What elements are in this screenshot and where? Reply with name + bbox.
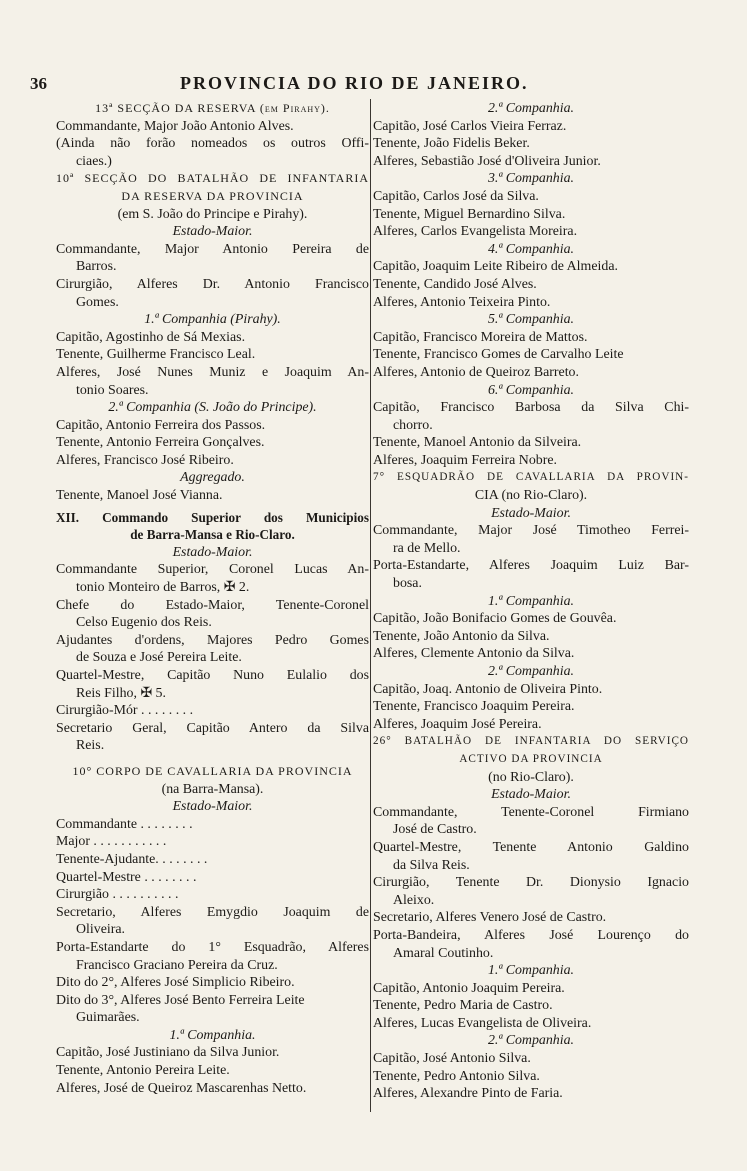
text-line: Tenente, Antonio Pereira Leite. (56, 1063, 230, 1079)
text-line: Cirurgião-Mór . . . . . . . . (56, 703, 194, 719)
text-line: Reis Filho, ✠ 5. (76, 685, 166, 701)
text-line: Tenente, Francisco Gomes de Carvalho Leite (373, 347, 624, 363)
text-line: Ajudantes d'ordens, Majores Pedro Gomes (56, 632, 369, 648)
text-line: (Ainda não forão nomeados os outros Offi- (56, 136, 369, 152)
text-line: Cirurgião, Tenente Dr. Dionysio Ignacio (373, 875, 689, 891)
text-line: Francisco Graciano Pereira da Cruz. (76, 957, 278, 973)
text-line: Alferes, Francisco José Ribeiro. (56, 452, 234, 468)
text-line: Commandante, Major João Antonio Alves. (56, 118, 294, 134)
page-header (30, 74, 720, 100)
text-line: Chefe do Estado-Maior, Tenente-Coronel (56, 597, 369, 613)
section-subheading: (na Barra-Mansa). (161, 781, 264, 797)
text-line: Capitão, Francisco Moreira de Mattos. (373, 329, 588, 345)
subsection-title: Estado-Maior. (491, 505, 571, 521)
subsection-title: 4.ª Companhia. (487, 241, 575, 257)
text-line: Commandante, Tenente-Coronel Firmiano (373, 804, 689, 820)
section-heading: 10° CORPO DE CAVALLARIA DA PROVINCIA (72, 763, 353, 778)
text-line: Tenente, João Antonio da Silva. (373, 628, 550, 644)
text-line: Tenente, João Fidelis Beker. (373, 136, 530, 152)
text-line: Porta-Estandarte do 1° Esquadrão, Alferes (56, 939, 369, 955)
text-line: Gomes. (76, 294, 119, 310)
subsection-title: Estado-Maior. (172, 799, 253, 815)
section-heading: 13ª SECÇÃO DA RESERVA (em Pirahy). (95, 101, 330, 115)
text-line: Capitão, Carlos José da Silva. (373, 188, 539, 204)
text-line: Capitão, José Justiniano da Silva Junior. (56, 1045, 280, 1061)
text-line: Celso Eugenio dos Reis. (76, 615, 212, 631)
text-line: Secretario, Alferes Emygdio Joaquim de (56, 904, 369, 920)
text-line: Capitão, Antonio Ferreira dos Passos. (56, 417, 266, 433)
text-line: ra de Mello. (393, 540, 461, 556)
text-line: Aleixo. (393, 892, 435, 908)
text-line: Secretario, Alferes Venero José de Castro. (373, 910, 607, 926)
left-column (56, 100, 369, 1097)
text-line: Cirurgião, Alferes Dr. Antonio Francisco (56, 276, 369, 292)
text-line: Quartel-Mestre, Tenente Antonio Galdino (373, 839, 689, 855)
text-line: Tenente, Pedro Maria de Castro. (373, 998, 553, 1014)
text-line: Tenente, Candido José Alves. (373, 276, 537, 292)
text-line: Capitão, Francisco Barbosa da Silva Chi- (373, 400, 689, 416)
subsection-title: 2.ª Companhia. (487, 664, 575, 679)
section-heading: ACTIVO DA PROVINCIA (459, 752, 603, 765)
column-divider (370, 99, 371, 1112)
text-line: Alferes, Joaquim Ferreira Nobre. (373, 452, 557, 468)
text-line: chorro. (393, 417, 433, 433)
text-line: Quartel-Mestre . . . . . . . . (56, 869, 197, 885)
text-line: Tenente-Ajudante. . . . . . . . (56, 851, 208, 867)
text-line: Alferes, Clemente Antonio da Silva. (373, 646, 575, 662)
text-line: Capitão, Joaquim Leite Ribeiro de Almeida. (373, 259, 618, 275)
section-heading: 7° ESQUADRÃO DE CAVALLARIA DA PROVIN- (373, 471, 689, 484)
subsection-title: 2.ª Companhia (S. João do Principe). (108, 400, 317, 416)
section-heading: XII. Commando Superior dos Municipios (56, 509, 369, 525)
text-line: Alferes, José de Queiroz Mascarenhas Netto. (56, 1080, 307, 1096)
subsection-title: 1.ª Companhia. (487, 963, 575, 979)
section-heading: 26° BATALHÃO DE INFANTARIA DO SERVIÇO (373, 735, 689, 748)
text-line: José de Castro. (393, 822, 477, 838)
text-line: Tenente, Guilherme Francisco Leal. (56, 347, 256, 363)
text-line: Tenente, Manoel José Vianna. (56, 488, 223, 504)
text-line: Tenente, Manoel Antonio da Silveira. (373, 435, 582, 451)
text-line: Cirurgião . . . . . . . . . . (56, 887, 179, 903)
page-number: 36 (30, 74, 47, 93)
section-heading: de Barra-Mansa e Rio-Claro. (130, 527, 295, 543)
text-line: Alferes, José Nunes Muniz e Joaquim An- (56, 364, 369, 380)
subsection-title: 1.ª Companhia. (169, 1027, 256, 1043)
text-line: Alferes, Sebastião José d'Oliveira Junior. (373, 153, 601, 169)
text-line: Capitão, João Bonifacio Gomes de Gouvêa. (373, 611, 617, 627)
text-line: ciaes.) (76, 153, 112, 169)
text-line: Reis. (76, 738, 105, 754)
text-line: bosa. (393, 576, 422, 592)
text-line: Capitão, Agostinho de Sá Mexias. (56, 329, 246, 345)
subsection-title: Estado-Maior. (491, 787, 571, 803)
text-line: Commandante, Major Antonio Pereira de (56, 241, 369, 257)
subsection-title: 1.ª Companhia (Pirahy). (144, 312, 281, 328)
text-line: Alferes, Joaquim José Pereira. (373, 716, 542, 732)
text-line: Capitão, Joaq. Antonio de Oliveira Pinto. (373, 681, 603, 697)
section-heading: 10ª SECÇÃO DO BATALHÃO DE INFANTARIA (56, 171, 369, 186)
text-line: Guimarães. (76, 1010, 140, 1026)
section-subheading: CIA (no Rio-Claro). (474, 488, 588, 504)
section-subheading: (em S. João do Principe e Pirahy). (117, 206, 308, 222)
subsection-title: Aggregado. (180, 470, 245, 486)
subsection-title: 6.ª Companhia. (487, 382, 575, 398)
text-line: Tenente, Antonio Ferreira Gonçalves. (56, 435, 265, 451)
text-line: Alferes, Antonio de Queiroz Barreto. (373, 364, 579, 380)
text-line: Capitão, José Carlos Vieira Ferraz. (373, 118, 567, 134)
subsection-title: Estado-Maior. (172, 224, 253, 240)
text-line: Quartel-Mestre, Capitão Nuno Eulalio dos (56, 668, 369, 683)
section-subheading: (no Rio-Claro). (488, 769, 574, 785)
text-line: Commandante . . . . . . . . (56, 816, 193, 832)
subsection-title: 3.ª Companhia. (487, 171, 575, 187)
text-line: Capitão, José Antonio Silva. (373, 1051, 531, 1067)
subsection-title: 2.ª Companhia. (487, 101, 575, 116)
text-line: tonio Soares. (76, 382, 149, 398)
text-line: da Silva Reis. (393, 857, 470, 873)
text-line: Porta-Bandeira, Alferes José Lourenço do (373, 927, 689, 943)
text-line: Barros. (76, 259, 117, 275)
right-column (373, 100, 689, 1103)
text-line: Commandante, Major José Timotheo Ferrei- (373, 523, 689, 539)
section-heading: DA RESERVA DA PROVINCIA (121, 188, 304, 203)
text-line: Alferes, Lucas Evangelista de Oliveira. (373, 1015, 592, 1031)
text-line: Dito do 2°, Alferes José Simplicio Ribeiro. (56, 975, 295, 991)
subsection-title: 5.ª Companhia. (487, 312, 575, 328)
text-line: Tenente, Miguel Bernardino Silva. (373, 206, 566, 222)
text-line: Oliveira. (76, 922, 125, 938)
spacer (56, 755, 369, 763)
text-line: de Souza e José Pereira Leite. (76, 650, 242, 666)
text-line: Tenente, Francisco Joaquim Pereira. (373, 699, 575, 715)
text-line: Commandante Superior, Coronel Lucas An- (56, 562, 369, 578)
subsection-title: Estado-Maior. (172, 544, 253, 560)
text-line: Dito do 3°, Alferes José Bento Ferreira Leite (56, 992, 305, 1008)
running-title: PROVINCIA DO RIO DE JANEIRO. (180, 73, 529, 93)
subsection-title: 1.ª Companhia. (487, 593, 575, 609)
text-line: tonio Monteiro de Barros, ✠ 2. (76, 580, 250, 596)
text-line: Porta-Estandarte, Alferes Joaquim Luiz Bar- (373, 558, 689, 574)
text-line: Amaral Coutinho. (393, 945, 494, 961)
text-line: Capitão, Antonio Joaquim Pereira. (373, 980, 565, 996)
text-line: Alferes, Antonio Teixeira Pinto. (373, 294, 551, 310)
text-line: Major . . . . . . . . . . . (56, 834, 167, 850)
text-line: Tenente, Pedro Antonio Silva. (373, 1068, 540, 1084)
text-line: Alferes, Alexandre Pinto de Faria. (373, 1086, 563, 1102)
text-line: Secretario Geral, Capitão Antero da Silva (56, 720, 369, 736)
text-line: Alferes, Carlos Evangelista Moreira. (373, 224, 578, 240)
subsection-title: 2.ª Companhia. (487, 1033, 575, 1049)
